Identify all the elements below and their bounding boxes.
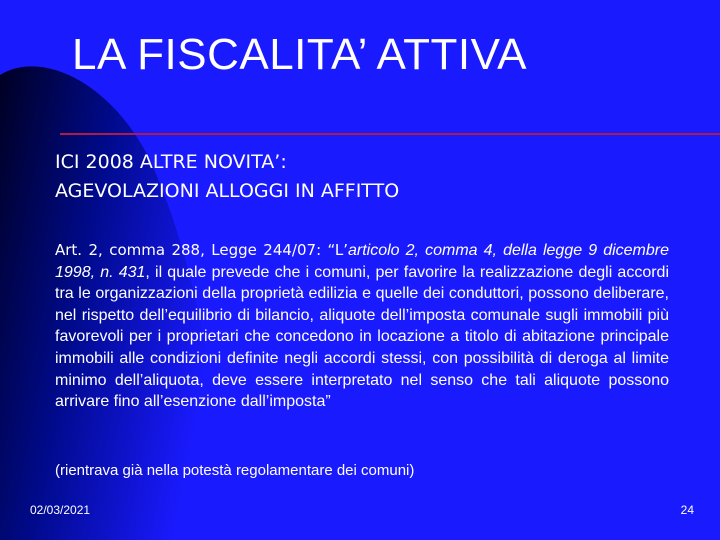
slide-date: 02/03/2021	[30, 503, 91, 517]
slide-subtitle	[55, 148, 695, 206]
body-paragraph	[55, 240, 669, 413]
law-reference: Art. 2, comma 288, Legge 244/07:	[55, 241, 328, 259]
subtitle-line-2: AGEVOLAZIONI ALLOGGI IN AFFITTO	[55, 180, 400, 202]
title-divider	[60, 133, 720, 135]
page-number: 24	[680, 503, 694, 517]
body-rest: , il quale prevede che i comuni, per favorire la realizzazione degli accordi tra le organizzazioni della proprietà edilizia e quelle dei conduttori, possono deliberare, nel rispetto dell’equilibrio di bilancio, aliquote dell’imposta comunale sugli immobili più favorevoli per i proprietari che concedono in locazione a titolo di abitazione principale immobili alle condizioni definite negli accordi stessi, con possibilità di deroga al limite minimo dell’aliquota, deve essere interpretato nel senso che tali aliquote possono arrivare fino all’esenzione dall’imposta”	[55, 263, 670, 411]
slide-title: LA FISCALITA’ ATTIVA	[72, 30, 528, 79]
footnote: (rientrava già nella potestà regolamentare dei comuni)	[55, 462, 415, 479]
subtitle-line-1: ICI 2008 ALTRE NOVITA’:	[55, 151, 287, 173]
quote-open: “L’	[327, 241, 348, 259]
cited-law: articolo 2, comma 4, della legge 9 dicembre 1998, n. 431	[55, 242, 670, 281]
